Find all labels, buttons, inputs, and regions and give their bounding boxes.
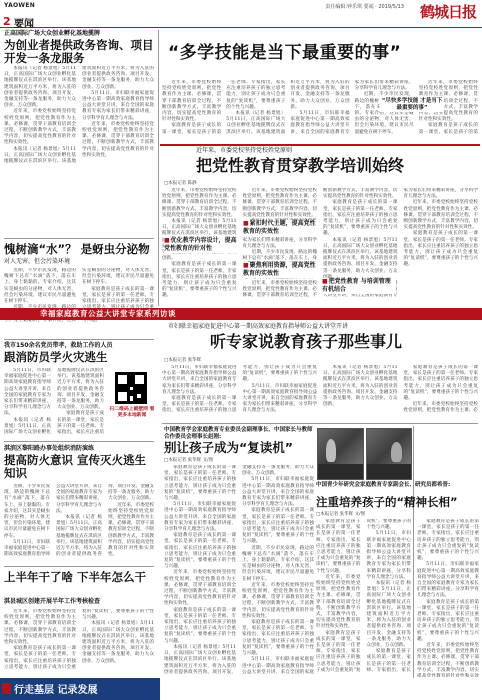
- section-bar: [0, 15, 482, 28]
- section-title: 要闻: [14, 19, 34, 30]
- article-body: [4, 484, 154, 562]
- footer-text: 行走基层 记录发展: [14, 685, 98, 696]
- story-kicker: 近年来，市委党校坚持党校姓党原则: [196, 147, 293, 154]
- speaker-photo: [366, 428, 412, 480]
- series-banner: [0, 308, 482, 320]
- story-subhead: ■优化教学内容设计，提高党性教育的针对性: [164, 237, 237, 252]
- article-kicker: 我市150余名党员带孝，救助工作的人员: [4, 342, 113, 349]
- article-body: [4, 368, 104, 438]
- story-subhead: ■紧扣时代主题，提高党性教育的实效性: [243, 220, 316, 235]
- lecture-body: [162, 365, 478, 420]
- article-body: [4, 66, 154, 234]
- story-subhead: ■把党性教育 与培训管理有机结合: [322, 278, 396, 294]
- lecture-title: 听专家说教育孩子那些事儿: [210, 332, 403, 351]
- feature-title: “多学技能是当下最重要的事”: [168, 43, 402, 63]
- article-title: 提高防火意识 宣传灭火逃生知识: [4, 453, 147, 480]
- article-title: 上半年干了啥 下半年怎么干: [4, 570, 147, 584]
- footer-banner: [0, 678, 160, 700]
- article-kicker: 正高国际广场大众创业孵化基地揽牌: [4, 30, 101, 37]
- article-title: 愧树滴“水”？ 是蚜虫分泌物: [4, 242, 150, 256]
- substory-title: 别让孩子成为“复读机”: [164, 440, 293, 455]
- story-subhead: ■聚焦利用资源，提高党性教育的实效性: [243, 262, 316, 277]
- story-title: 把党性教育贯穿教学培训始终: [196, 156, 405, 175]
- article-kicker: 淇滨区黎阳路办事处组织消防演练: [4, 445, 95, 452]
- substory-body: [316, 519, 411, 677]
- page-meta: 责任编辑:钟乐琪 要闻 · 2019/5/13: [325, 4, 404, 10]
- article-body: [4, 268, 154, 334]
- footer-badge-icon: [2, 683, 11, 694]
- banner-text: 幸福家庭教育公益大讲堂专家系列访谈: [40, 309, 176, 318]
- story-byline: □本报记者 陈静: [164, 181, 197, 186]
- substory-body: [164, 465, 314, 677]
- newspaper-logo: 鹤城日报: [419, 3, 476, 21]
- article-body: [4, 609, 154, 675]
- masthead: [0, 0, 482, 21]
- substory-body: [417, 519, 479, 677]
- article-title: 跟消防员学火灾逃生: [4, 350, 108, 364]
- substory-kicker: 中国教育学会家庭教育专业委员会副理事长、中国家长与教师合作委员会理事长赵刚:: [164, 427, 313, 440]
- article-subtitle: 淇县城区创建开展半年工作考核检查: [4, 598, 101, 605]
- speaker-photo: [317, 428, 364, 480]
- feature-side-head: “尽快多学技能 才是当下最重要的事”: [381, 98, 443, 111]
- substory-byline: □本报记者 张华辉 文/图: [316, 512, 366, 517]
- substory-title: 注重培养孩子的“精神长相”: [316, 495, 458, 509]
- article-title: 为创业者提供政务咨询、项目开发一条龙服务: [4, 38, 154, 66]
- lecture-kicker: 市妇联幸福家庭促进中心第一期高效家庭教育指导师公益大讲堂开讲: [168, 323, 349, 330]
- section-brand: YAOWEN: [4, 2, 36, 9]
- lecture-byline: □本报记者 张华辉: [164, 358, 202, 363]
- qr-code: [115, 372, 147, 404]
- page-number: 2: [3, 15, 11, 28]
- substory-kicker: 中国青少年研究会家庭教育专家副会长、研究员都希晋:: [316, 482, 451, 488]
- substory-byline: □本报记者 张华辉 文/图: [164, 458, 214, 463]
- article-subtitle: 对人无害，但会污染环境: [4, 258, 71, 265]
- qr-caption: 扫二维码上鹤壁网 看更多本地新闻: [109, 407, 155, 418]
